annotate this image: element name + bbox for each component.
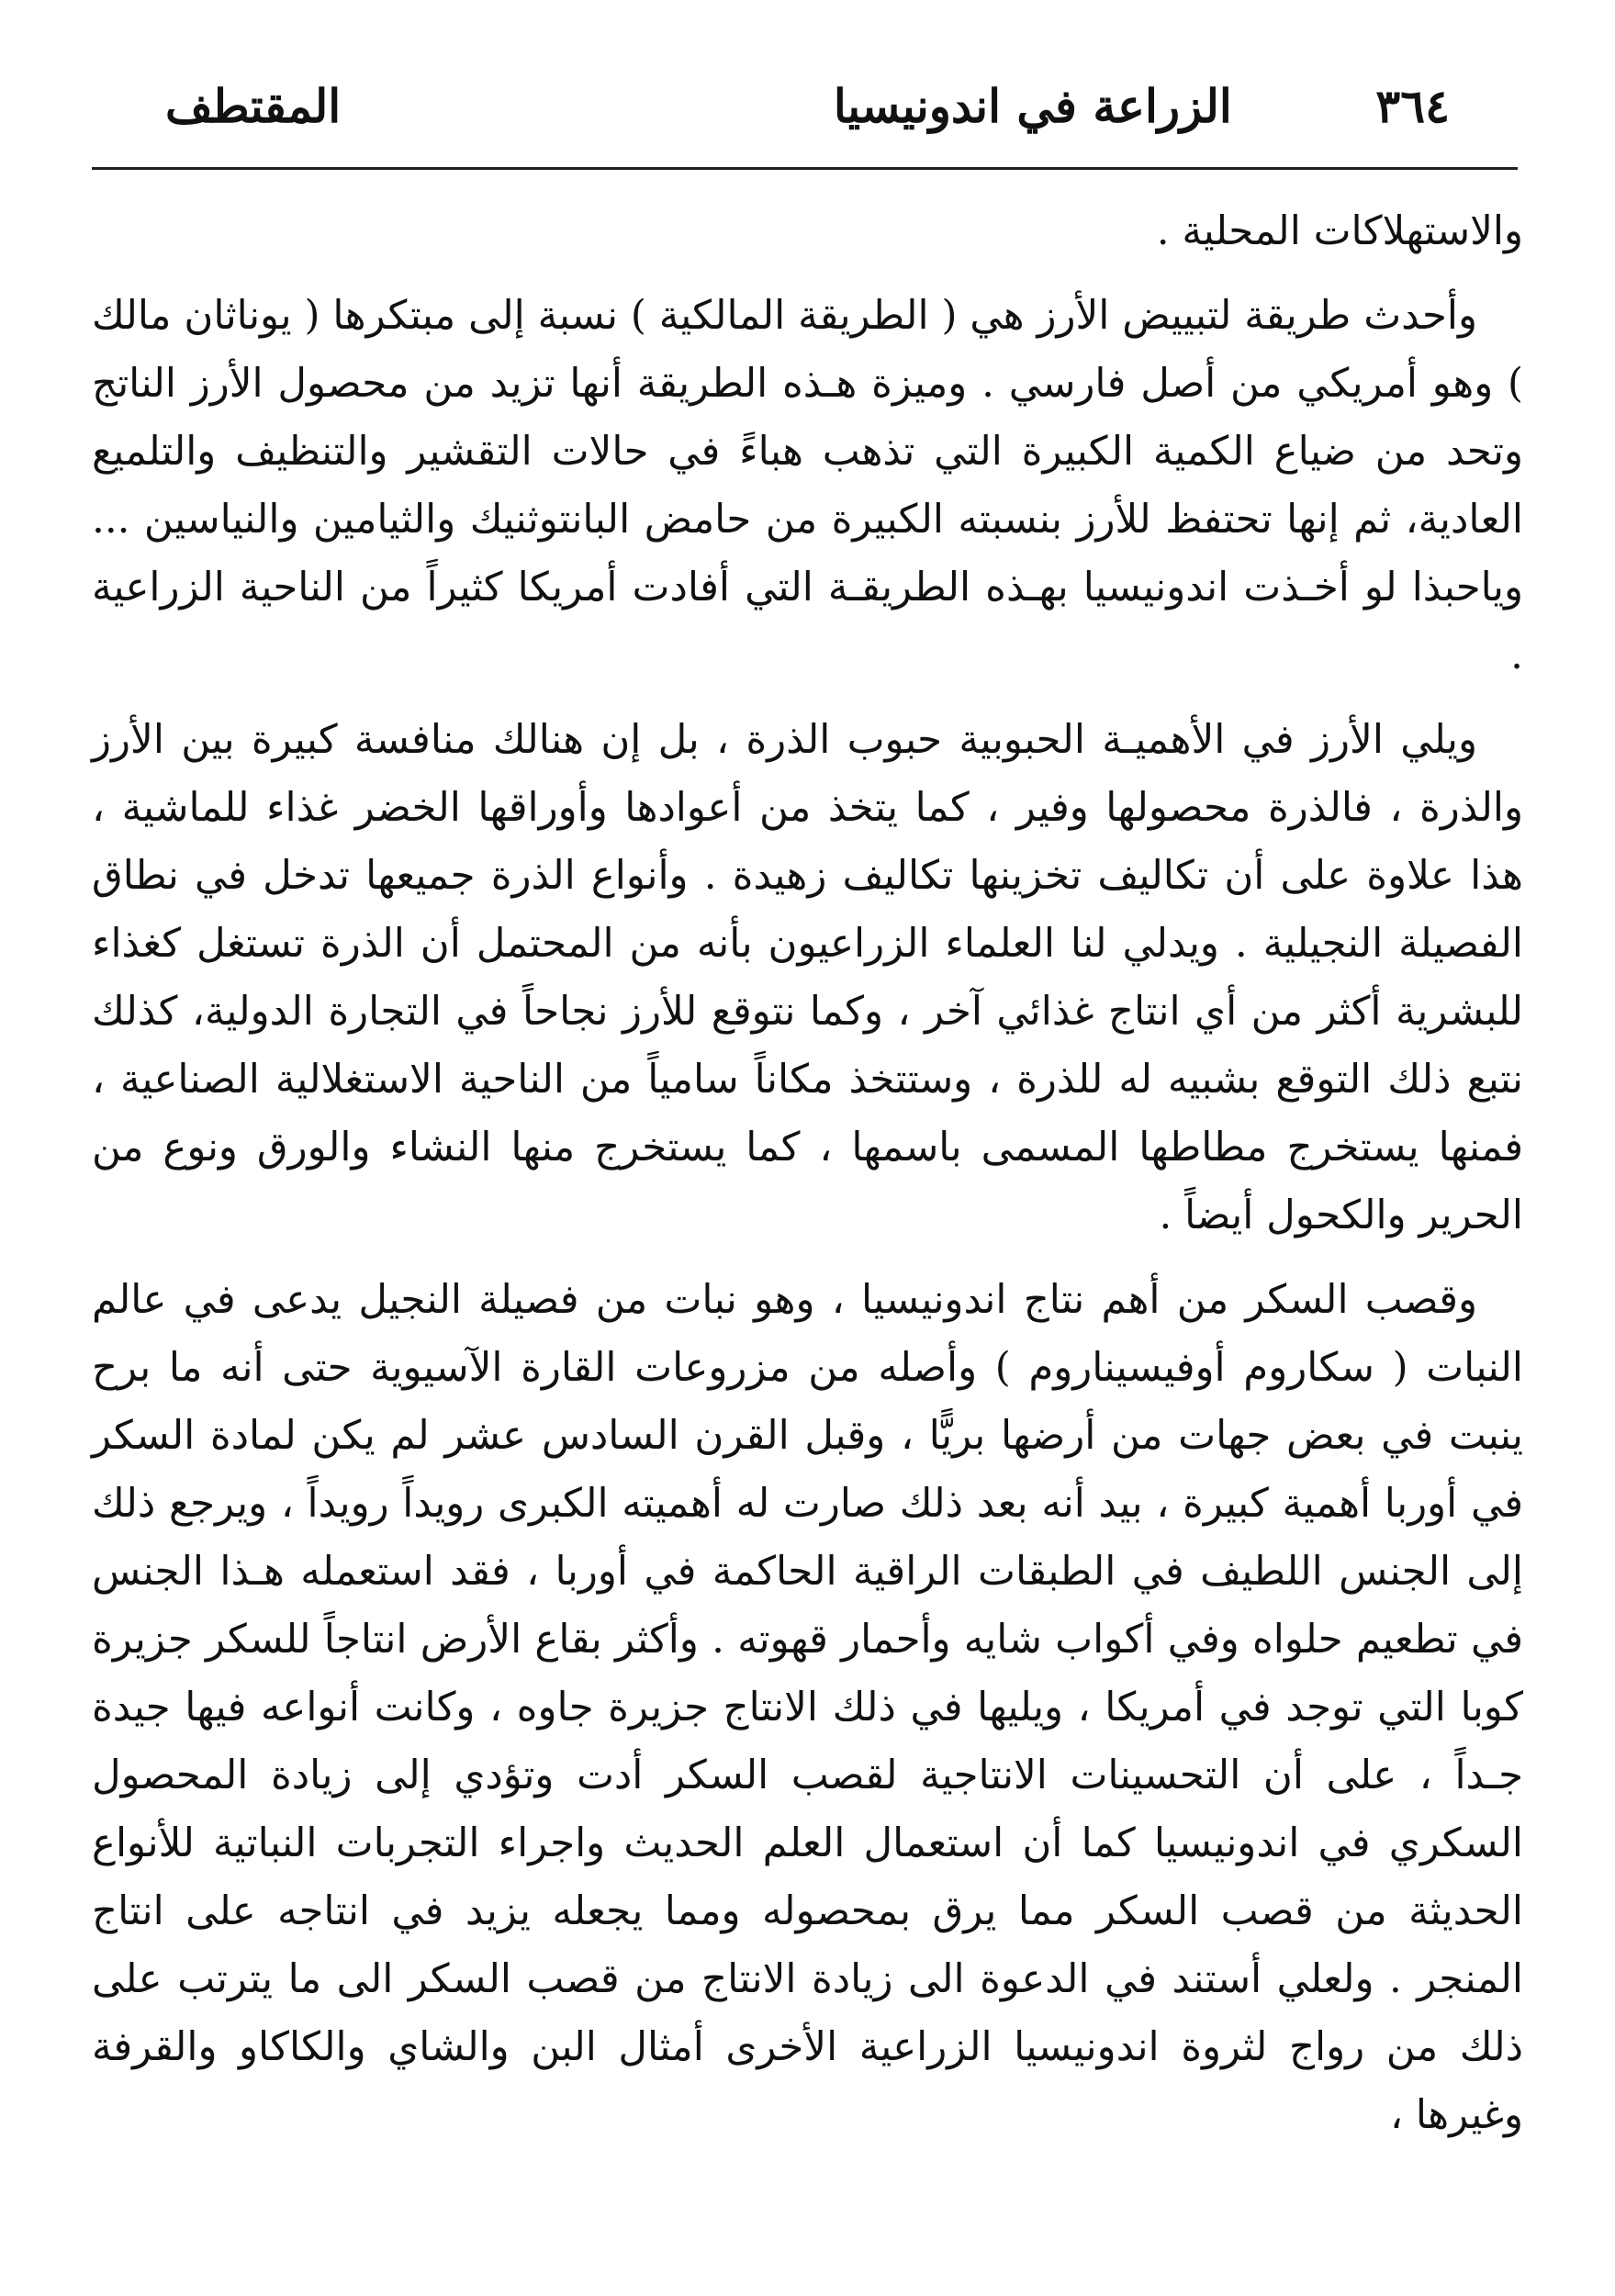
paragraph-continuation: والاستهلاكات المحلية . [1156, 208, 1523, 254]
journal-name: المقتطف [165, 78, 342, 133]
header-rule [92, 167, 1518, 170]
paragraph-sugarcane: وقصب السكر من أهم نتاج اندونيسيا ، وهو نبات من فصيلة النجيل يدعى في عالم النبات ( سكاروم أوفيسيناروم ) وأصله من مزروعات القارة الآسيوية حتى أنه ما برح ينبت في بعض جهات من أرضها بريًّا ، وقبل القرن السادس عشر لم يكن لمادة السكر في أوربا أهمية كبيرة ، بيد أنه بعد ذلك صارت له أهميته الكبرى رويداً رويداً ، ويرجع ذلك إلى الجنس اللطيف في الطبقات الراقية الحاكمة في أوربا ، فقد استعمله هـذا الجنس في تطعيم حلواه وفي أكواب شايه وأحمار قهوته . وأكثر بقاع الأرض انتاجاً للسكر جزيرة كوبا التي توجد في أمريكا ، ويليها في ذلك الانتاج جزيرة جاوه ، وكانت أنواعه فيها جيدة جـداً ، على أن التحسينات الانتاجية لقصب السكر أدت وتؤدي إلى زيادة المحصول السكري في اندونيسيا كما أن استعمال العلم الحديث واجراء التجربات النباتية للأنواع الحديثة من قصب السكر مما يرق بمحصوله ومما يجعله يزيد في انتاجه على انتاج المنجر . ولعلي أستند في الدعوة الى زيادة الانتاج من قصب السكر الى ما يترتب على ذلك من رواج لثروة اندونيسيا الزراعية الأخرى أمثال البن والشاي والكاكاو والقرفة وغيرها ، [92, 1277, 1523, 2138]
paragraph-rice-whitening: وأحدث طريقة لتبييض الأرز هي ( الطريقة المالكية ) نسبة إلى مبتكرها ( يوناثان مالك ) وهو أمريكي من أصل فارسي . وميزة هـذه الطريقة أنها تزيد من محصول الأرز الناتج وتحد من ضياع الكمية الكبيرة التي تذهب هباءً في حالات التقشير والتنظيف والتلميع العادية، ثم إنها تحتفظ للأرز بنسبته الكبيرة من حامض البانتوثنيك والثيامين والنياسين ... وياحبذا لو أخـذت اندونيسيا بهـذه الطريقـة التي أفادت أمريكا كثيراً من الناحية الزراعية . [92, 293, 1523, 678]
article-title: الزراعة في اندونيسيا [833, 78, 1232, 133]
article-body [92, 197, 1523, 2149]
running-header [92, 64, 1523, 147]
page-number: ٣٦٤ [1375, 78, 1450, 133]
paragraph-maize: ويلي الأرز في الأهميـة الحبوبية حبوب الذرة ، بل إن هنالك منافسة كبيرة بين الأرز والذرة ، فالذرة محصولها وفير ، كما يتخذ من أعوادها وأوراقها الخضر غذاء للماشية ، هذا علاوة على أن تكاليف تخزينها تكاليف زهيدة . وأنواع الذرة جميعها تدخل في نطاق الفصيلة النجيلية . ويدلي لنا العلماء الزراعيون بأنه من المحتمل أن الذرة تستغل كغذاء للبشرية أكثر من أي انتاج غذائي آخر ، وكما نتوقع للأرز نجاحاً في التجارة الدولية، كذلك نتبع ذلك التوقع بشبيه له للذرة ، وستتخذ مكاناً سامياً من الناحية الاستغلالية الصناعية ، فمنها يستخرج مطاطها المسمى باسمها ، كما يستخرج منها النشاء والورق ونوع من الحرير والكحول أيضاً . [92, 717, 1523, 1238]
